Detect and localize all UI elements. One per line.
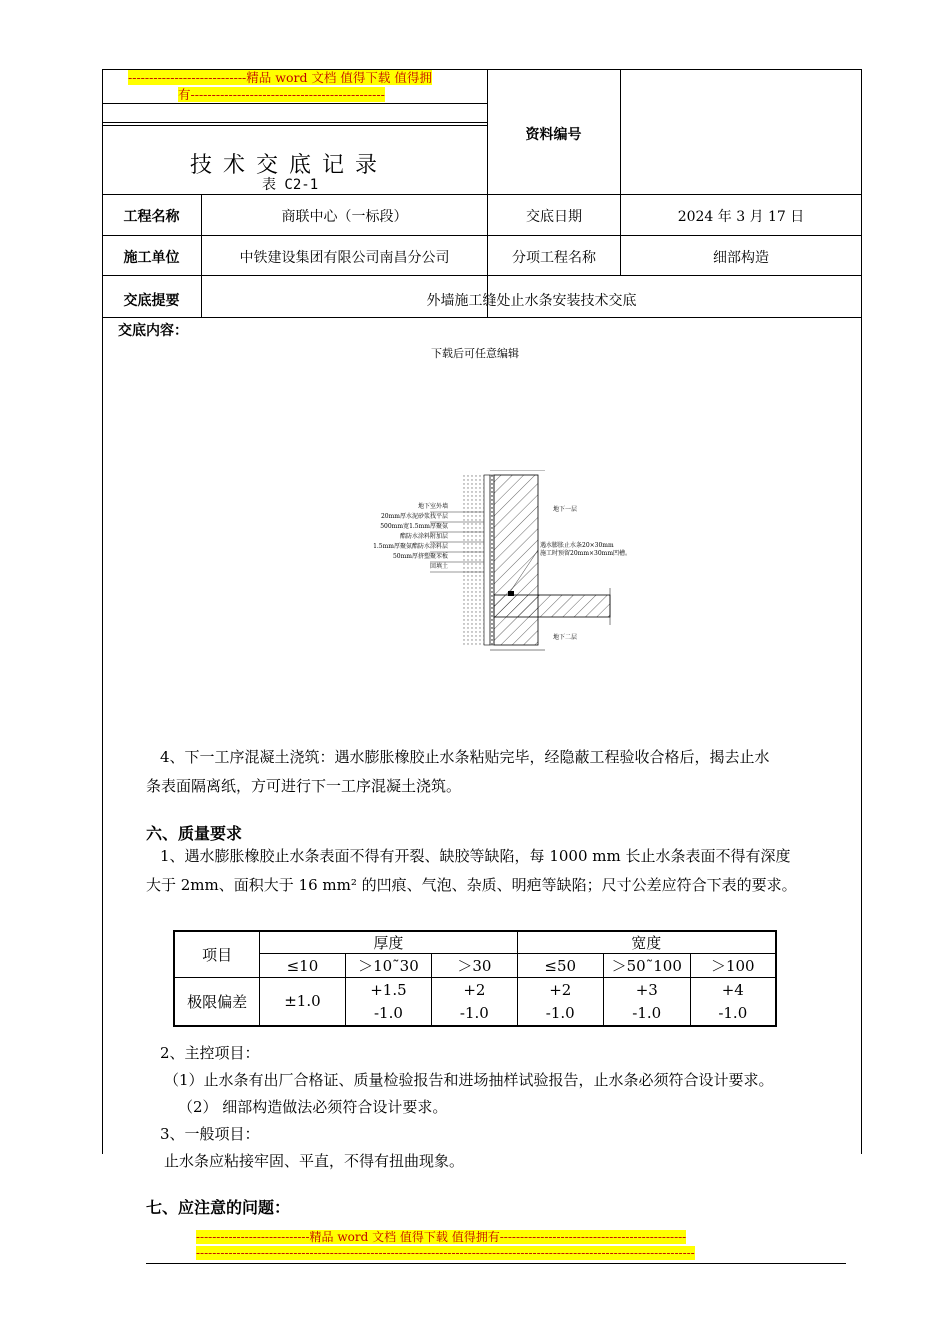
sub-project-value: 细部构造 [713,250,769,266]
legend-item: 回填土 [429,563,448,570]
step4-paragraph [146,743,856,801]
figure-note-line1: 遇水膨胀止水条20×30mm [540,542,614,549]
bottom-banner-dashes-right: ---------------------------------------------- [499,1230,687,1244]
table-cell: -1.0 [517,1002,603,1026]
edit-note: 下载后可任意编辑 [431,347,519,360]
table-cell: +1.5 [345,978,432,1002]
table-cell: -1.0 [603,1002,690,1026]
q1-line2: 大于 2mm、面积大于 16 mm² 的凹痕、气泡、杂质、明疤等缺陷；尺寸公差应符合下表的要求。 [146,876,797,894]
tolerance-table [173,930,777,1027]
section6-heading: 六、质量要求 [146,824,243,843]
banner-line2-start: 有 [178,87,191,102]
unit-value: 中铁建设集团有限公司南昌分公司 [239,250,450,266]
table-cell: -1.0 [690,1002,776,1026]
bottom-banner [196,1230,686,1245]
top-banner-line2 [178,87,385,102]
legend-item: 地下室外墙 [417,503,448,510]
figure-note-line2: 施工时预留20mm×30mm凹槽。 [540,550,632,557]
step4-line1: 4、下一工序混凝土浇筑：遇水膨胀橡胶止水条粘贴完毕，经隐蔽工程验收合格后，揭去止水 [160,748,770,766]
date-value: 2024 年 3 月 17 日 [677,209,805,225]
top-banner [128,70,468,85]
table-header-thickness: 厚度 [260,931,517,954]
figure-legend [370,503,448,571]
summary-value: 外墙施工缝处止水条安装技术交底 [426,293,637,309]
table-subheader: ＞10˜30 [345,954,432,978]
legend-item: 20mm厚水泥砂浆找平层 [380,513,448,520]
sub-project-label: 分项工程名称 [512,250,596,266]
q2-2-line: （2） 细部构造做法必须符合设计要求。 [178,1098,448,1116]
table-cell: +3 [603,978,690,1002]
legend-item: 1.5mm厚聚氨酯防水涂料层 [373,543,448,550]
table-cell: -1.0 [432,1002,517,1026]
q3-1-line: 止水条应粘接牢固、平直，不得有扭曲现象。 [164,1152,465,1170]
q2-line: 2、主控项目： [160,1044,260,1062]
q3-line: 3、一般项目： [160,1125,260,1143]
content-label: 交底内容： [118,323,188,339]
q2-1-line: （1）止水条有出厂合格证、质量检验报告和进场抽样试验报告，止水条必须符合设计要求。 [164,1071,774,1089]
quality-paragraph [146,842,862,900]
step4-line2: 条表面隔离纸，方可进行下一工序混凝土浇筑。 [146,777,462,795]
date-label: 交底日期 [526,209,582,225]
table-subheader: ≤10 [260,954,345,978]
table-subheader: ≤50 [517,954,603,978]
figure-label-upper: 地下一层 [553,506,578,513]
legend-item: 500mm宽1.5mm厚聚氨 [380,523,448,530]
legend-item: 50mm厚挤塑聚苯板 [392,553,448,560]
table-cell: +4 [690,978,776,1002]
q1-line1: 1、遇水膨胀橡胶止水条表面不得有开裂、缺胶等缺陷，每 1000 mm 长止水条表面不得有深度 [160,847,791,865]
project-name-label: 工程名称 [123,209,180,225]
bottom-banner-dashes-left: ---------------------------- [196,1230,310,1244]
project-name-value: 商联中心（一标段） [281,209,408,225]
table-subheader: ＞30 [432,954,517,978]
table-cell: +2 [517,978,603,1002]
bottom-banner-line2-text: --------------------------------------------------------------------------------------------------------------------------- [196,1246,695,1260]
control-items [146,1040,862,1175]
table-subheader: ＞100 [690,954,776,978]
section7-heading: 七、应注意的问题： [146,1198,291,1217]
figure-note [540,542,631,558]
legend-item: 酯防水涂料附加层 [399,533,448,540]
summary-label: 交底提要 [123,293,180,309]
table-subheader: ＞50˜100 [603,954,690,978]
bottom-banner-line2 [196,1246,796,1261]
table-cell: ±1.0 [260,978,345,1026]
figure-label-lower: 地下二层 [553,634,578,641]
banner-text: 精品 word 文档 值得下载 值得拥 [246,70,432,85]
doc-no-label: 资料编号 [525,127,582,143]
unit-label: 施工单位 [123,250,180,266]
banner-dashes: ---------------------------- [128,70,247,85]
table-header-item: 项目 [174,931,260,978]
table-cell: +2 [432,978,517,1002]
banner-line2-dashes: ---------------------------------------------- [190,87,385,102]
table-row-label: 极限偏差 [174,978,260,1026]
bottom-banner-text: 精品 word 文档 值得下载 值得拥有 [309,1230,500,1244]
table-header-width: 宽度 [517,931,776,954]
page-title: 技 术 交 底 记 录 [190,153,379,178]
form-number: 表 C2-1 [262,177,319,193]
table-cell: -1.0 [345,1002,432,1026]
